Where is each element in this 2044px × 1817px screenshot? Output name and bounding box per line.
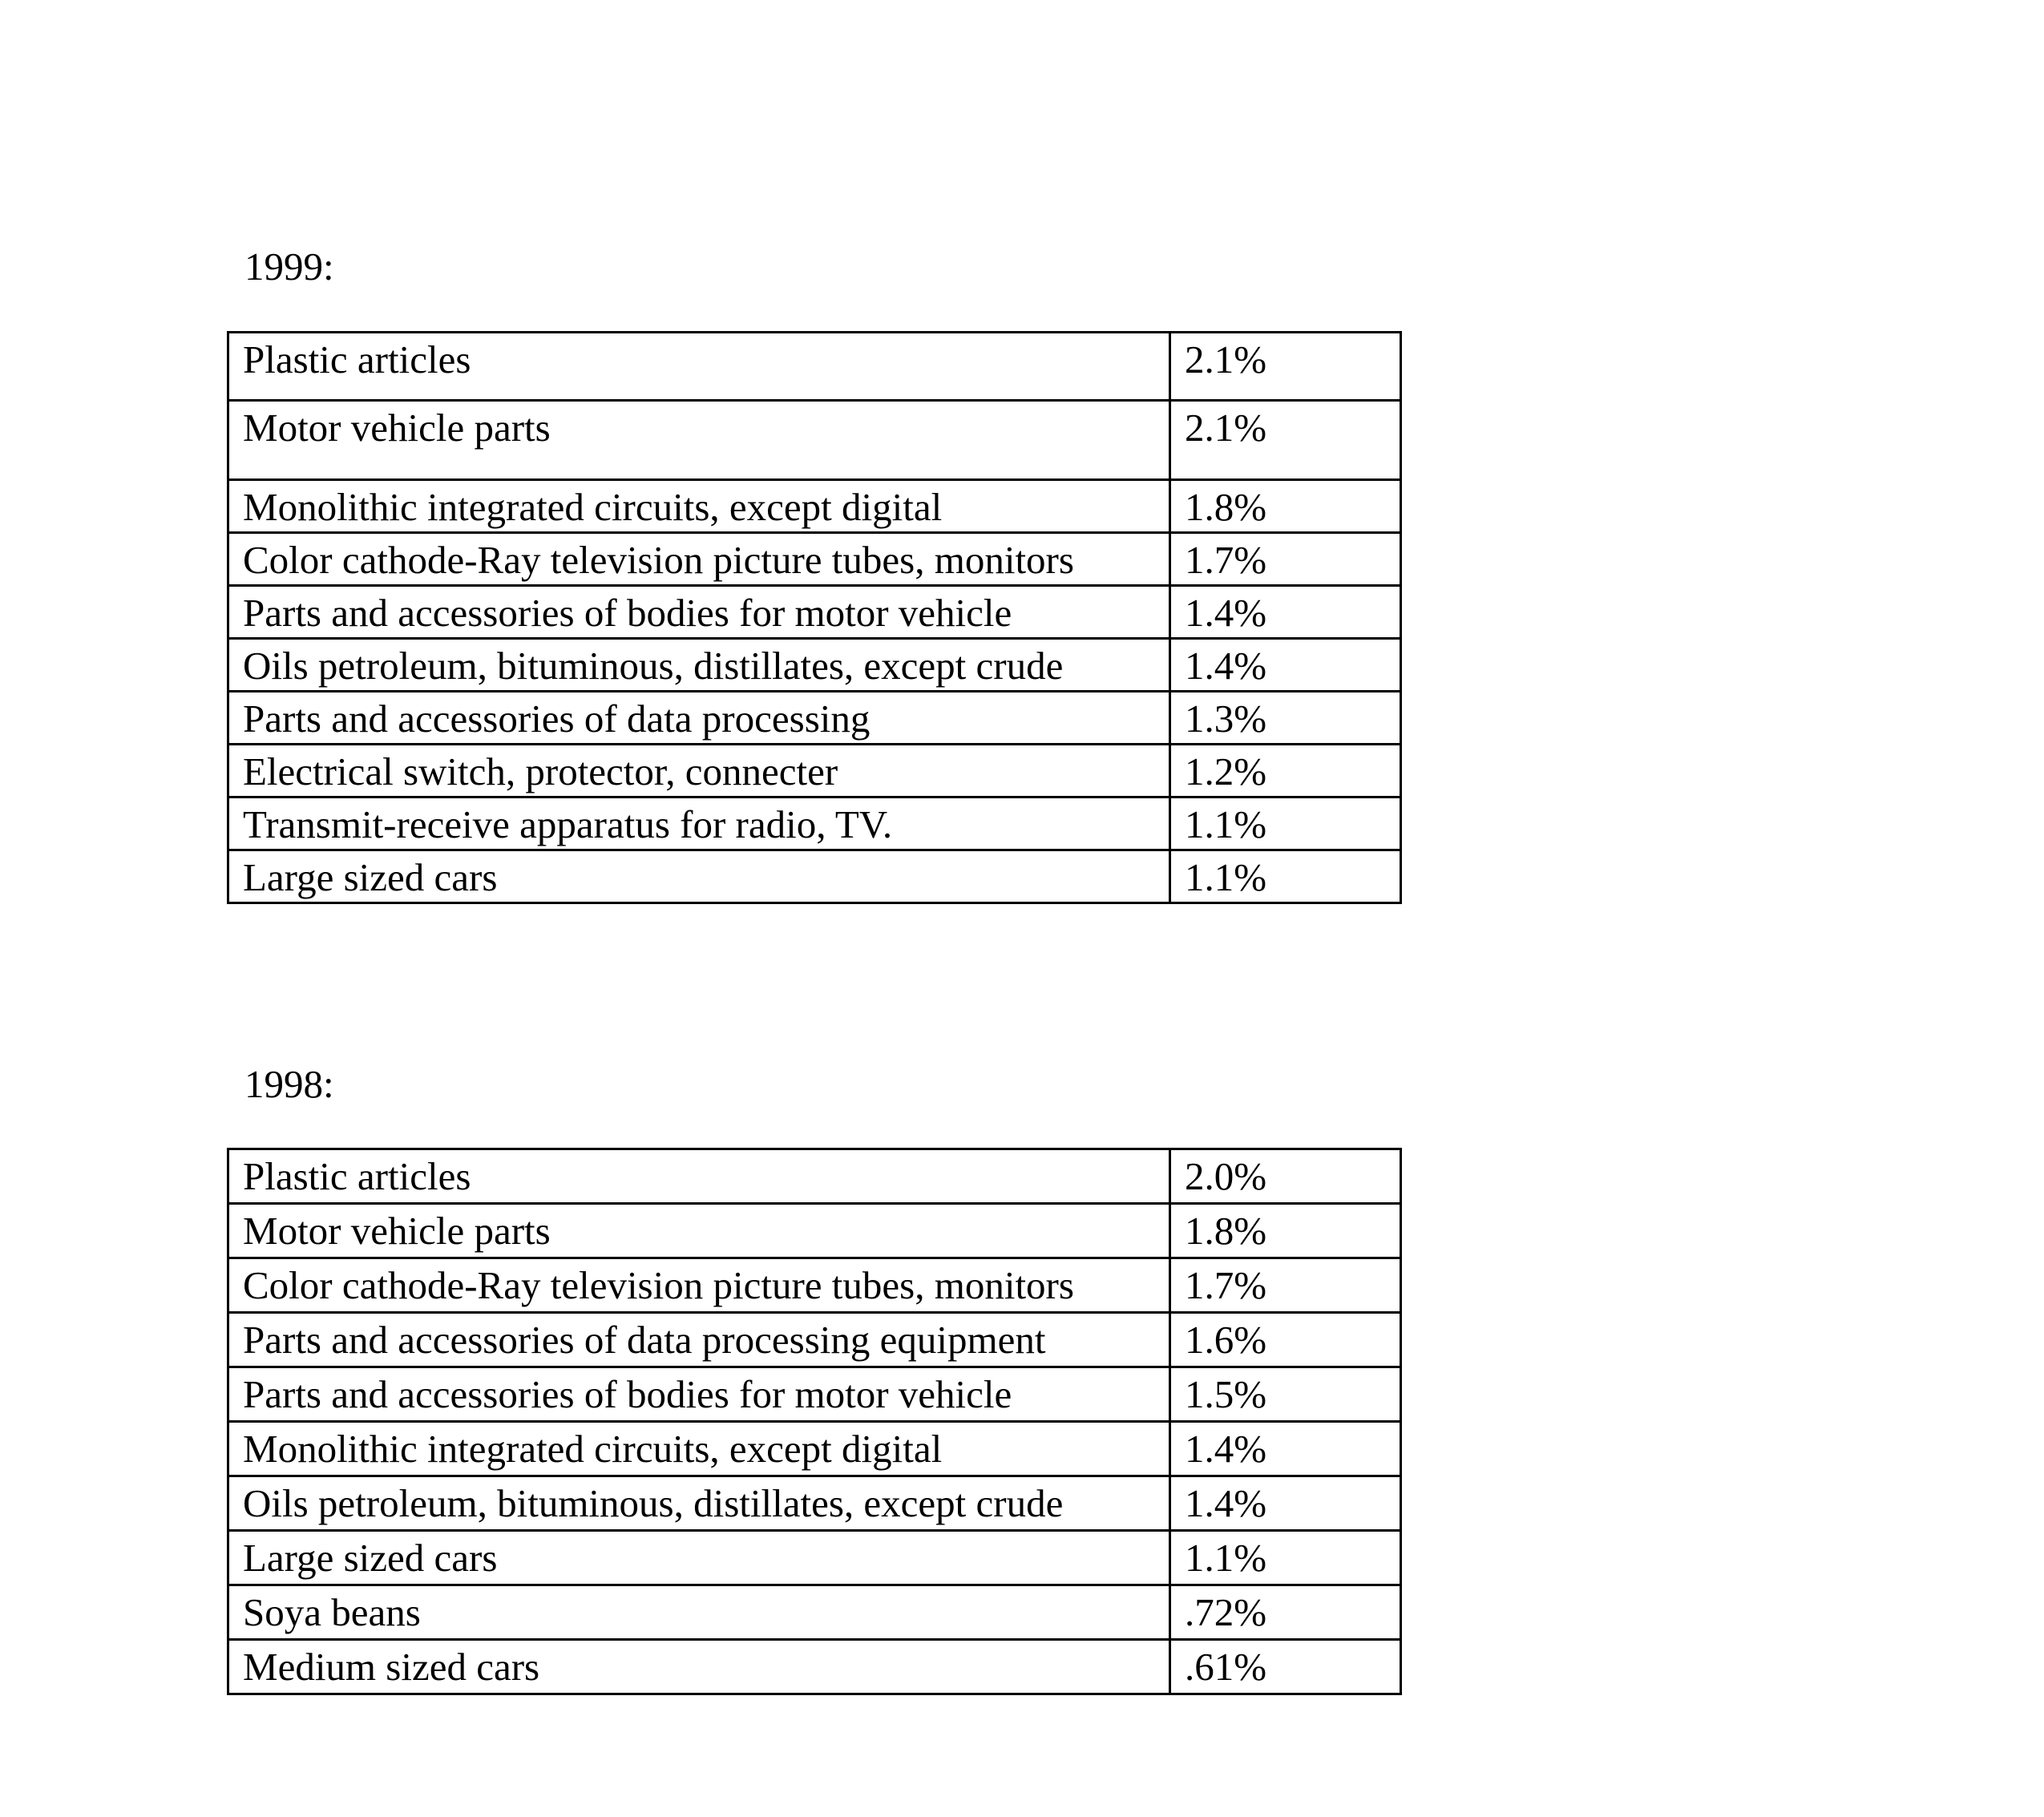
year-label-1998: 1998: bbox=[244, 1062, 334, 1106]
export-share-table-1999 bbox=[227, 331, 1402, 904]
table-row bbox=[228, 1640, 1401, 1694]
table-row bbox=[228, 533, 1401, 586]
share-value-cell: 1.5% bbox=[1170, 1367, 1401, 1422]
product-name-cell: Parts and accessories of bodies for motor vehicle bbox=[228, 586, 1170, 639]
share-value-cell: 1.1% bbox=[1170, 850, 1401, 903]
product-name-cell: Soya beans bbox=[228, 1585, 1170, 1640]
table-row bbox=[228, 639, 1401, 692]
table-row bbox=[228, 1585, 1401, 1640]
share-value-cell: 1.2% bbox=[1170, 745, 1401, 797]
export-share-table-1998 bbox=[227, 1148, 1402, 1695]
product-name-cell: Parts and accessories of data processing bbox=[228, 692, 1170, 745]
product-name-cell: Plastic articles bbox=[228, 333, 1170, 401]
share-value-cell: 1.6% bbox=[1170, 1313, 1401, 1367]
product-name-cell: Medium sized cars bbox=[228, 1640, 1170, 1694]
product-name-cell: Plastic articles bbox=[228, 1149, 1170, 1204]
table-row bbox=[228, 1367, 1401, 1422]
product-name-cell: Monolithic integrated circuits, except digital bbox=[228, 480, 1170, 533]
table-row bbox=[228, 692, 1401, 745]
year-label-1999: 1999: bbox=[244, 244, 334, 289]
product-name-cell: Parts and accessories of bodies for motor vehicle bbox=[228, 1367, 1170, 1422]
product-name-cell: Large sized cars bbox=[228, 1531, 1170, 1585]
share-value-cell: 2.1% bbox=[1170, 333, 1401, 401]
product-name-cell: Parts and accessories of data processing equipment bbox=[228, 1313, 1170, 1367]
table-row bbox=[228, 1204, 1401, 1258]
table-row bbox=[228, 1476, 1401, 1531]
share-value-cell: 1.4% bbox=[1170, 586, 1401, 639]
table-row bbox=[228, 1313, 1401, 1367]
share-value-cell: 1.1% bbox=[1170, 797, 1401, 850]
table-row bbox=[228, 333, 1401, 401]
share-value-cell: 1.7% bbox=[1170, 533, 1401, 586]
share-value-cell: 2.1% bbox=[1170, 401, 1401, 480]
table-row bbox=[228, 797, 1401, 850]
table-body-1998 bbox=[228, 1149, 1401, 1694]
share-value-cell: .61% bbox=[1170, 1640, 1401, 1694]
share-value-cell: 1.8% bbox=[1170, 1204, 1401, 1258]
table-row bbox=[228, 401, 1401, 480]
share-value-cell: 1.7% bbox=[1170, 1258, 1401, 1313]
share-value-cell: 1.3% bbox=[1170, 692, 1401, 745]
table-row bbox=[228, 586, 1401, 639]
product-name-cell: Transmit-receive apparatus for radio, TV. bbox=[228, 797, 1170, 850]
product-name-cell: Motor vehicle parts bbox=[228, 401, 1170, 480]
product-name-cell: Large sized cars bbox=[228, 850, 1170, 903]
share-value-cell: 1.4% bbox=[1170, 1422, 1401, 1476]
table-row bbox=[228, 1258, 1401, 1313]
table-row bbox=[228, 745, 1401, 797]
product-name-cell: Oils petroleum, bituminous, distillates, except crude bbox=[228, 1476, 1170, 1531]
table-row bbox=[228, 1149, 1401, 1204]
product-name-cell: Color cathode-Ray television picture tubes, monitors bbox=[228, 1258, 1170, 1313]
share-value-cell: 1.1% bbox=[1170, 1531, 1401, 1585]
product-name-cell: Electrical switch, protector, connecter bbox=[228, 745, 1170, 797]
table-row bbox=[228, 850, 1401, 903]
product-name-cell: Motor vehicle parts bbox=[228, 1204, 1170, 1258]
share-value-cell: 1.4% bbox=[1170, 639, 1401, 692]
table-body-1999 bbox=[228, 333, 1401, 903]
share-value-cell: 1.8% bbox=[1170, 480, 1401, 533]
share-value-cell: 2.0% bbox=[1170, 1149, 1401, 1204]
table-row bbox=[228, 1422, 1401, 1476]
product-name-cell: Monolithic integrated circuits, except digital bbox=[228, 1422, 1170, 1476]
table-row bbox=[228, 1531, 1401, 1585]
table-row bbox=[228, 480, 1401, 533]
product-name-cell: Oils petroleum, bituminous, distillates, except crude bbox=[228, 639, 1170, 692]
product-name-cell: Color cathode-Ray television picture tubes, monitors bbox=[228, 533, 1170, 586]
share-value-cell: .72% bbox=[1170, 1585, 1401, 1640]
share-value-cell: 1.4% bbox=[1170, 1476, 1401, 1531]
